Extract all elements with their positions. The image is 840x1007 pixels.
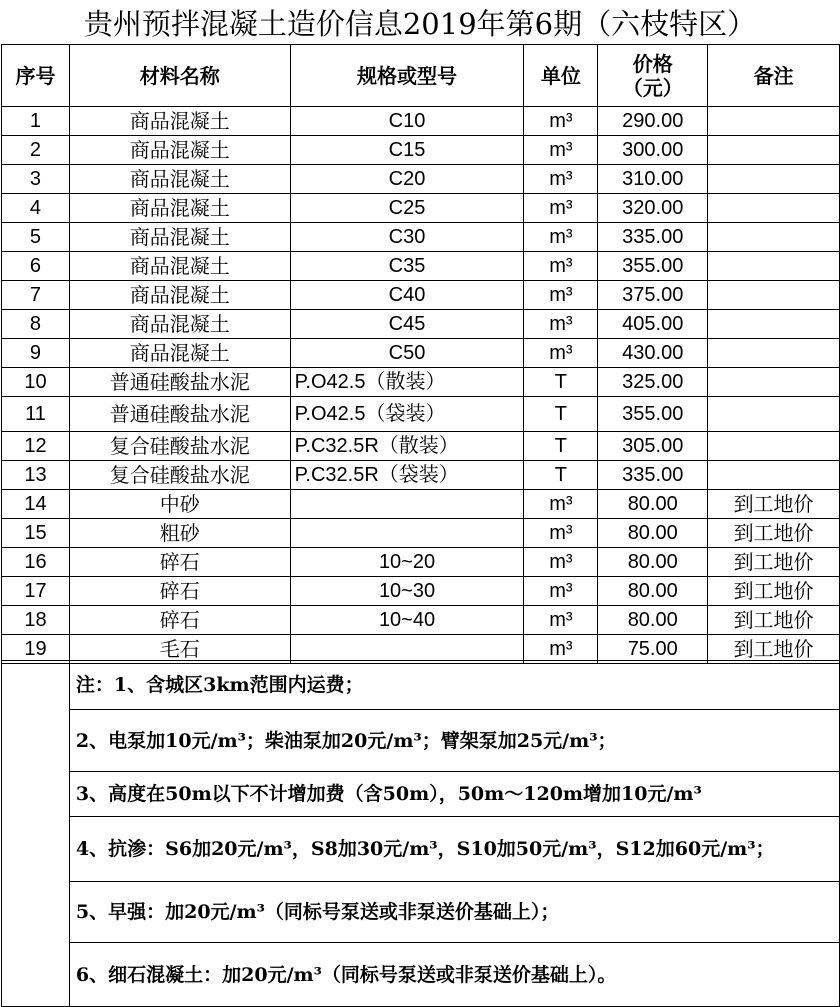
- cell-seq: 10: [2, 368, 70, 397]
- cell-name: 普通硅酸盐水泥: [69, 368, 290, 397]
- table-row: [2, 281, 840, 310]
- cell-unit: m³: [524, 635, 598, 664]
- cell-spec: P.O42.5（袋装）: [290, 397, 524, 432]
- table-row: [2, 368, 840, 397]
- header-unit: 单位: [524, 45, 598, 107]
- cell-seq: 14: [2, 490, 70, 519]
- cell-remark: [708, 252, 840, 281]
- cell-unit: T: [524, 368, 598, 397]
- cell-spec: C45: [290, 310, 524, 339]
- cell-remark: 到工地价: [708, 606, 840, 635]
- cell-name: 商品混凝土: [69, 107, 290, 136]
- cell-unit: m³: [524, 281, 598, 310]
- cell-price: 80.00: [598, 519, 708, 548]
- cell-remark: 到工地价: [708, 577, 840, 606]
- cell-spec: C25: [290, 194, 524, 223]
- cell-seq: 5: [2, 223, 70, 252]
- cell-seq: 1: [2, 107, 70, 136]
- cell-unit: T: [524, 397, 598, 432]
- cell-seq: 15: [2, 519, 70, 548]
- cell-unit: m³: [524, 107, 598, 136]
- notes-table: [1, 660, 840, 1007]
- cell-unit: m³: [524, 310, 598, 339]
- cell-price: 335.00: [598, 461, 708, 490]
- table-row: [2, 194, 840, 223]
- cell-name: 粗砂: [69, 519, 290, 548]
- header-price: [598, 45, 708, 107]
- cell-seq: 17: [2, 577, 70, 606]
- cell-spec: [290, 490, 524, 519]
- cell-price: 405.00: [598, 310, 708, 339]
- cell-name: 商品混凝土: [69, 136, 290, 165]
- header-spec: 规格或型号: [290, 45, 524, 107]
- note-3: 3、高度在50m以下不计增加费（含50m），50m～120m增加10元/m³: [69, 772, 839, 817]
- cell-name: 商品混凝土: [69, 223, 290, 252]
- cell-spec: 10~30: [290, 577, 524, 606]
- cell-seq: 6: [2, 252, 70, 281]
- note-4: 4、抗渗：S6加20元/m³，S8加30元/m³，S10加50元/m³，S12加60元/m³；: [69, 817, 839, 882]
- table-row: [2, 461, 840, 490]
- cell-remark: [708, 107, 840, 136]
- cell-unit: m³: [524, 490, 598, 519]
- note-5: 5、早强：加20元/m³（同标号泵送或非泵送价基础上）；: [69, 882, 839, 943]
- cell-remark: [708, 397, 840, 432]
- cell-price: 75.00: [598, 635, 708, 664]
- cell-remark: [708, 461, 840, 490]
- table-row: [2, 339, 840, 368]
- cell-price: 290.00: [598, 107, 708, 136]
- table-row: [2, 223, 840, 252]
- cell-remark: 到工地价: [708, 519, 840, 548]
- cell-name: 商品混凝土: [69, 194, 290, 223]
- page-title: 贵州预拌混凝土造价信息2019年第6期（六枝特区）: [83, 6, 757, 41]
- cell-price: 80.00: [598, 606, 708, 635]
- cell-name: 复合硅酸盐水泥: [69, 461, 290, 490]
- cell-price: 80.00: [598, 490, 708, 519]
- cell-name: 碎石: [69, 577, 290, 606]
- cell-unit: m³: [524, 606, 598, 635]
- cell-price: 335.00: [598, 223, 708, 252]
- cell-price: 325.00: [598, 368, 708, 397]
- cell-price: 355.00: [598, 397, 708, 432]
- cell-spec: C35: [290, 252, 524, 281]
- cell-spec: P.C32.5R（散装）: [290, 432, 524, 461]
- cell-seq: 18: [2, 606, 70, 635]
- header-name: 材料名称: [69, 45, 290, 107]
- cell-unit: T: [524, 432, 598, 461]
- table-row: [2, 165, 840, 194]
- cell-name: 毛石: [69, 635, 290, 664]
- table-row: [2, 397, 840, 432]
- cell-price: 310.00: [598, 165, 708, 194]
- notes-blank-cell: [2, 661, 70, 1007]
- cell-price: 430.00: [598, 339, 708, 368]
- cell-price: 305.00: [598, 432, 708, 461]
- cell-seq: 12: [2, 432, 70, 461]
- cell-name: 中砂: [69, 490, 290, 519]
- cell-spec: C40: [290, 281, 524, 310]
- cell-unit: m³: [524, 519, 598, 548]
- cell-seq: 8: [2, 310, 70, 339]
- cell-unit: m³: [524, 577, 598, 606]
- note-6: 6、细石混凝土：加20元/m³（同标号泵送或非泵送价基础上）。: [69, 943, 839, 1007]
- cell-remark: [708, 165, 840, 194]
- table-row: [2, 107, 840, 136]
- cell-spec: P.O42.5（散装）: [290, 368, 524, 397]
- table-row: [2, 136, 840, 165]
- cell-remark: 到工地价: [708, 548, 840, 577]
- table-row: [2, 252, 840, 281]
- cell-unit: T: [524, 461, 598, 490]
- header-price-line2: （元）: [622, 75, 683, 100]
- note-1: 注：1、含城区3km范围内运费；: [69, 661, 839, 710]
- cell-remark: [708, 136, 840, 165]
- cell-price: 80.00: [598, 548, 708, 577]
- cell-name: 商品混凝土: [69, 165, 290, 194]
- table-row: [2, 577, 840, 606]
- cell-name: 碎石: [69, 606, 290, 635]
- cell-remark: [708, 310, 840, 339]
- cell-seq: 9: [2, 339, 70, 368]
- cell-seq: 16: [2, 548, 70, 577]
- cell-unit: m³: [524, 339, 598, 368]
- cell-name: 商品混凝土: [69, 310, 290, 339]
- cell-spec: C50: [290, 339, 524, 368]
- cell-name: 碎石: [69, 548, 290, 577]
- cell-spec: P.C32.5R（袋装）: [290, 461, 524, 490]
- cell-price: 300.00: [598, 136, 708, 165]
- cell-unit: m³: [524, 136, 598, 165]
- cell-unit: m³: [524, 548, 598, 577]
- cell-spec: C30: [290, 223, 524, 252]
- table-row: [2, 310, 840, 339]
- cell-remark: 到工地价: [708, 490, 840, 519]
- cell-name: 商品混凝土: [69, 252, 290, 281]
- cell-name: 商品混凝土: [69, 281, 290, 310]
- cell-spec: 10~20: [290, 548, 524, 577]
- cell-seq: 4: [2, 194, 70, 223]
- cell-unit: m³: [524, 223, 598, 252]
- cell-price: 375.00: [598, 281, 708, 310]
- cell-unit: m³: [524, 165, 598, 194]
- table-row: [2, 548, 840, 577]
- header-price-line1: 价格: [632, 51, 673, 76]
- cell-remark: [708, 432, 840, 461]
- cell-name: 复合硅酸盐水泥: [69, 432, 290, 461]
- cell-seq: 11: [2, 397, 70, 432]
- table-row: [2, 606, 840, 635]
- cell-price: 355.00: [598, 252, 708, 281]
- table-row: [2, 432, 840, 461]
- note-2: 2、电泵加10元/m³；柴油泵加20元/m³；臂架泵加25元/m³；: [69, 710, 839, 772]
- cell-seq: 3: [2, 165, 70, 194]
- cell-remark: [708, 223, 840, 252]
- cell-spec: C10: [290, 107, 524, 136]
- cell-seq: 13: [2, 461, 70, 490]
- cell-spec: C20: [290, 165, 524, 194]
- price-table: [1, 44, 840, 664]
- cell-unit: m³: [524, 252, 598, 281]
- header-remark: 备注: [708, 45, 840, 107]
- cell-name: 商品混凝土: [69, 339, 290, 368]
- cell-remark: [708, 194, 840, 223]
- cell-spec: C15: [290, 136, 524, 165]
- cell-spec: [290, 519, 524, 548]
- table-row: [2, 490, 840, 519]
- cell-seq: 2: [2, 136, 70, 165]
- cell-price: 320.00: [598, 194, 708, 223]
- cell-price: 80.00: [598, 577, 708, 606]
- cell-name: 普通硅酸盐水泥: [69, 397, 290, 432]
- header-seq: 序号: [2, 45, 70, 107]
- cell-remark: 到工地价: [708, 635, 840, 664]
- table-row: [2, 519, 840, 548]
- table-header-row: [2, 45, 840, 107]
- cell-remark: [708, 281, 840, 310]
- cell-seq: 19: [2, 635, 70, 664]
- cell-remark: [708, 368, 840, 397]
- cell-spec: 10~40: [290, 606, 524, 635]
- cell-seq: 7: [2, 281, 70, 310]
- cell-unit: m³: [524, 194, 598, 223]
- cell-remark: [708, 339, 840, 368]
